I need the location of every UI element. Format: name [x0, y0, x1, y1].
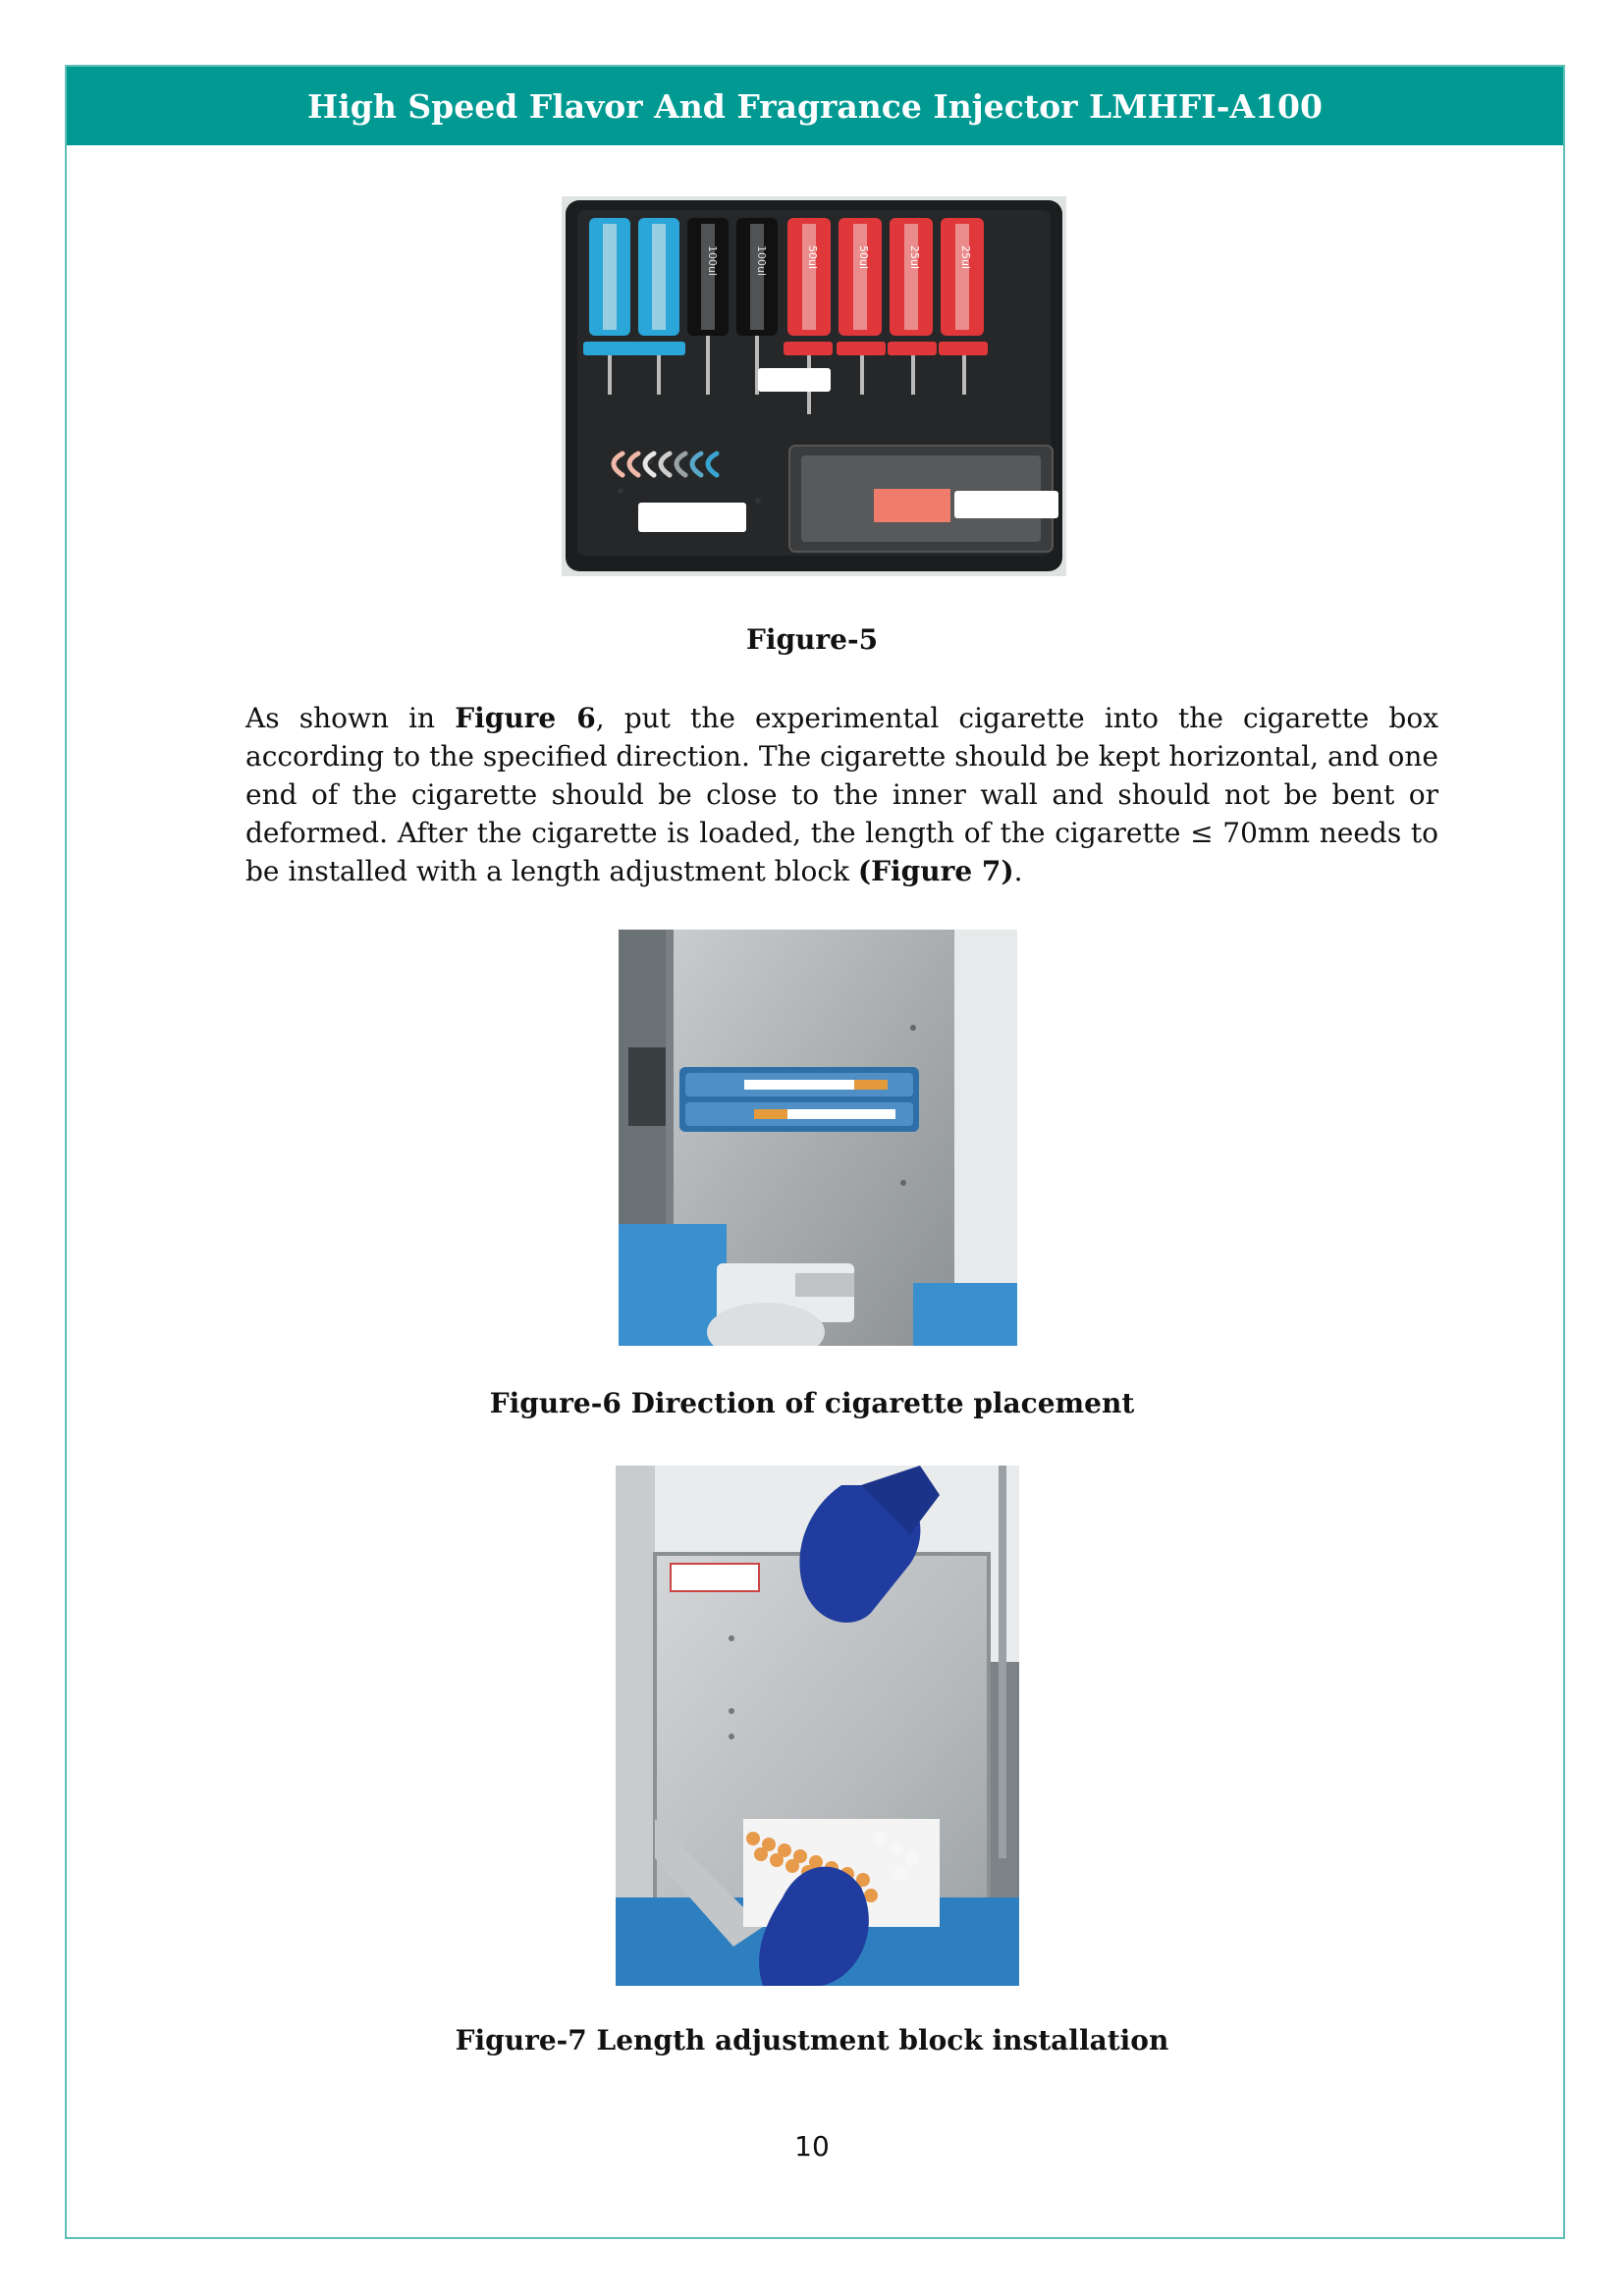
figure-6-image: [619, 930, 1017, 1346]
body-paragraph: [245, 699, 1438, 890]
figure-6-reference: Figure 6: [455, 702, 596, 734]
paragraph-text: , put the experimental cigarette into the cigarette box according to the specified direction. The cigarette should be kept horizontal, and one end of the cigarette should be close to the inner wall and should not be bent or deformed. After the cigarette is loaded, the length of the cigarette ≤ 70mm needs to be installed with a length adjustment block: [245, 702, 1439, 887]
syringe-label: 100ul: [755, 245, 768, 277]
page-number: 10: [794, 2130, 830, 2163]
figure-7-caption: Figure-7 Length adjustment block installation: [455, 2024, 1169, 2056]
figure-5-caption: Figure-5: [745, 623, 879, 656]
figure-7-reference: (Figure 7): [857, 855, 1014, 887]
syringe-label: 25ul: [908, 245, 921, 270]
figure-7-image: [616, 1466, 1019, 1986]
syringe-label: 100ul: [706, 245, 719, 277]
syringe-label: 50ul: [857, 245, 870, 270]
paragraph-text: .: [1013, 855, 1023, 887]
figure-5-image: [562, 196, 1066, 576]
figure-6-caption: Figure-6 Direction of cigarette placement: [489, 1387, 1135, 1419]
paragraph-text: As shown in: [245, 702, 456, 734]
syringe-label: 25ul: [959, 245, 972, 270]
document-title: High Speed Flavor And Fragrance Injector LMHFI-A100: [307, 86, 1323, 126]
syringe-label: 50ul: [806, 245, 819, 270]
page-header: [67, 67, 1563, 145]
